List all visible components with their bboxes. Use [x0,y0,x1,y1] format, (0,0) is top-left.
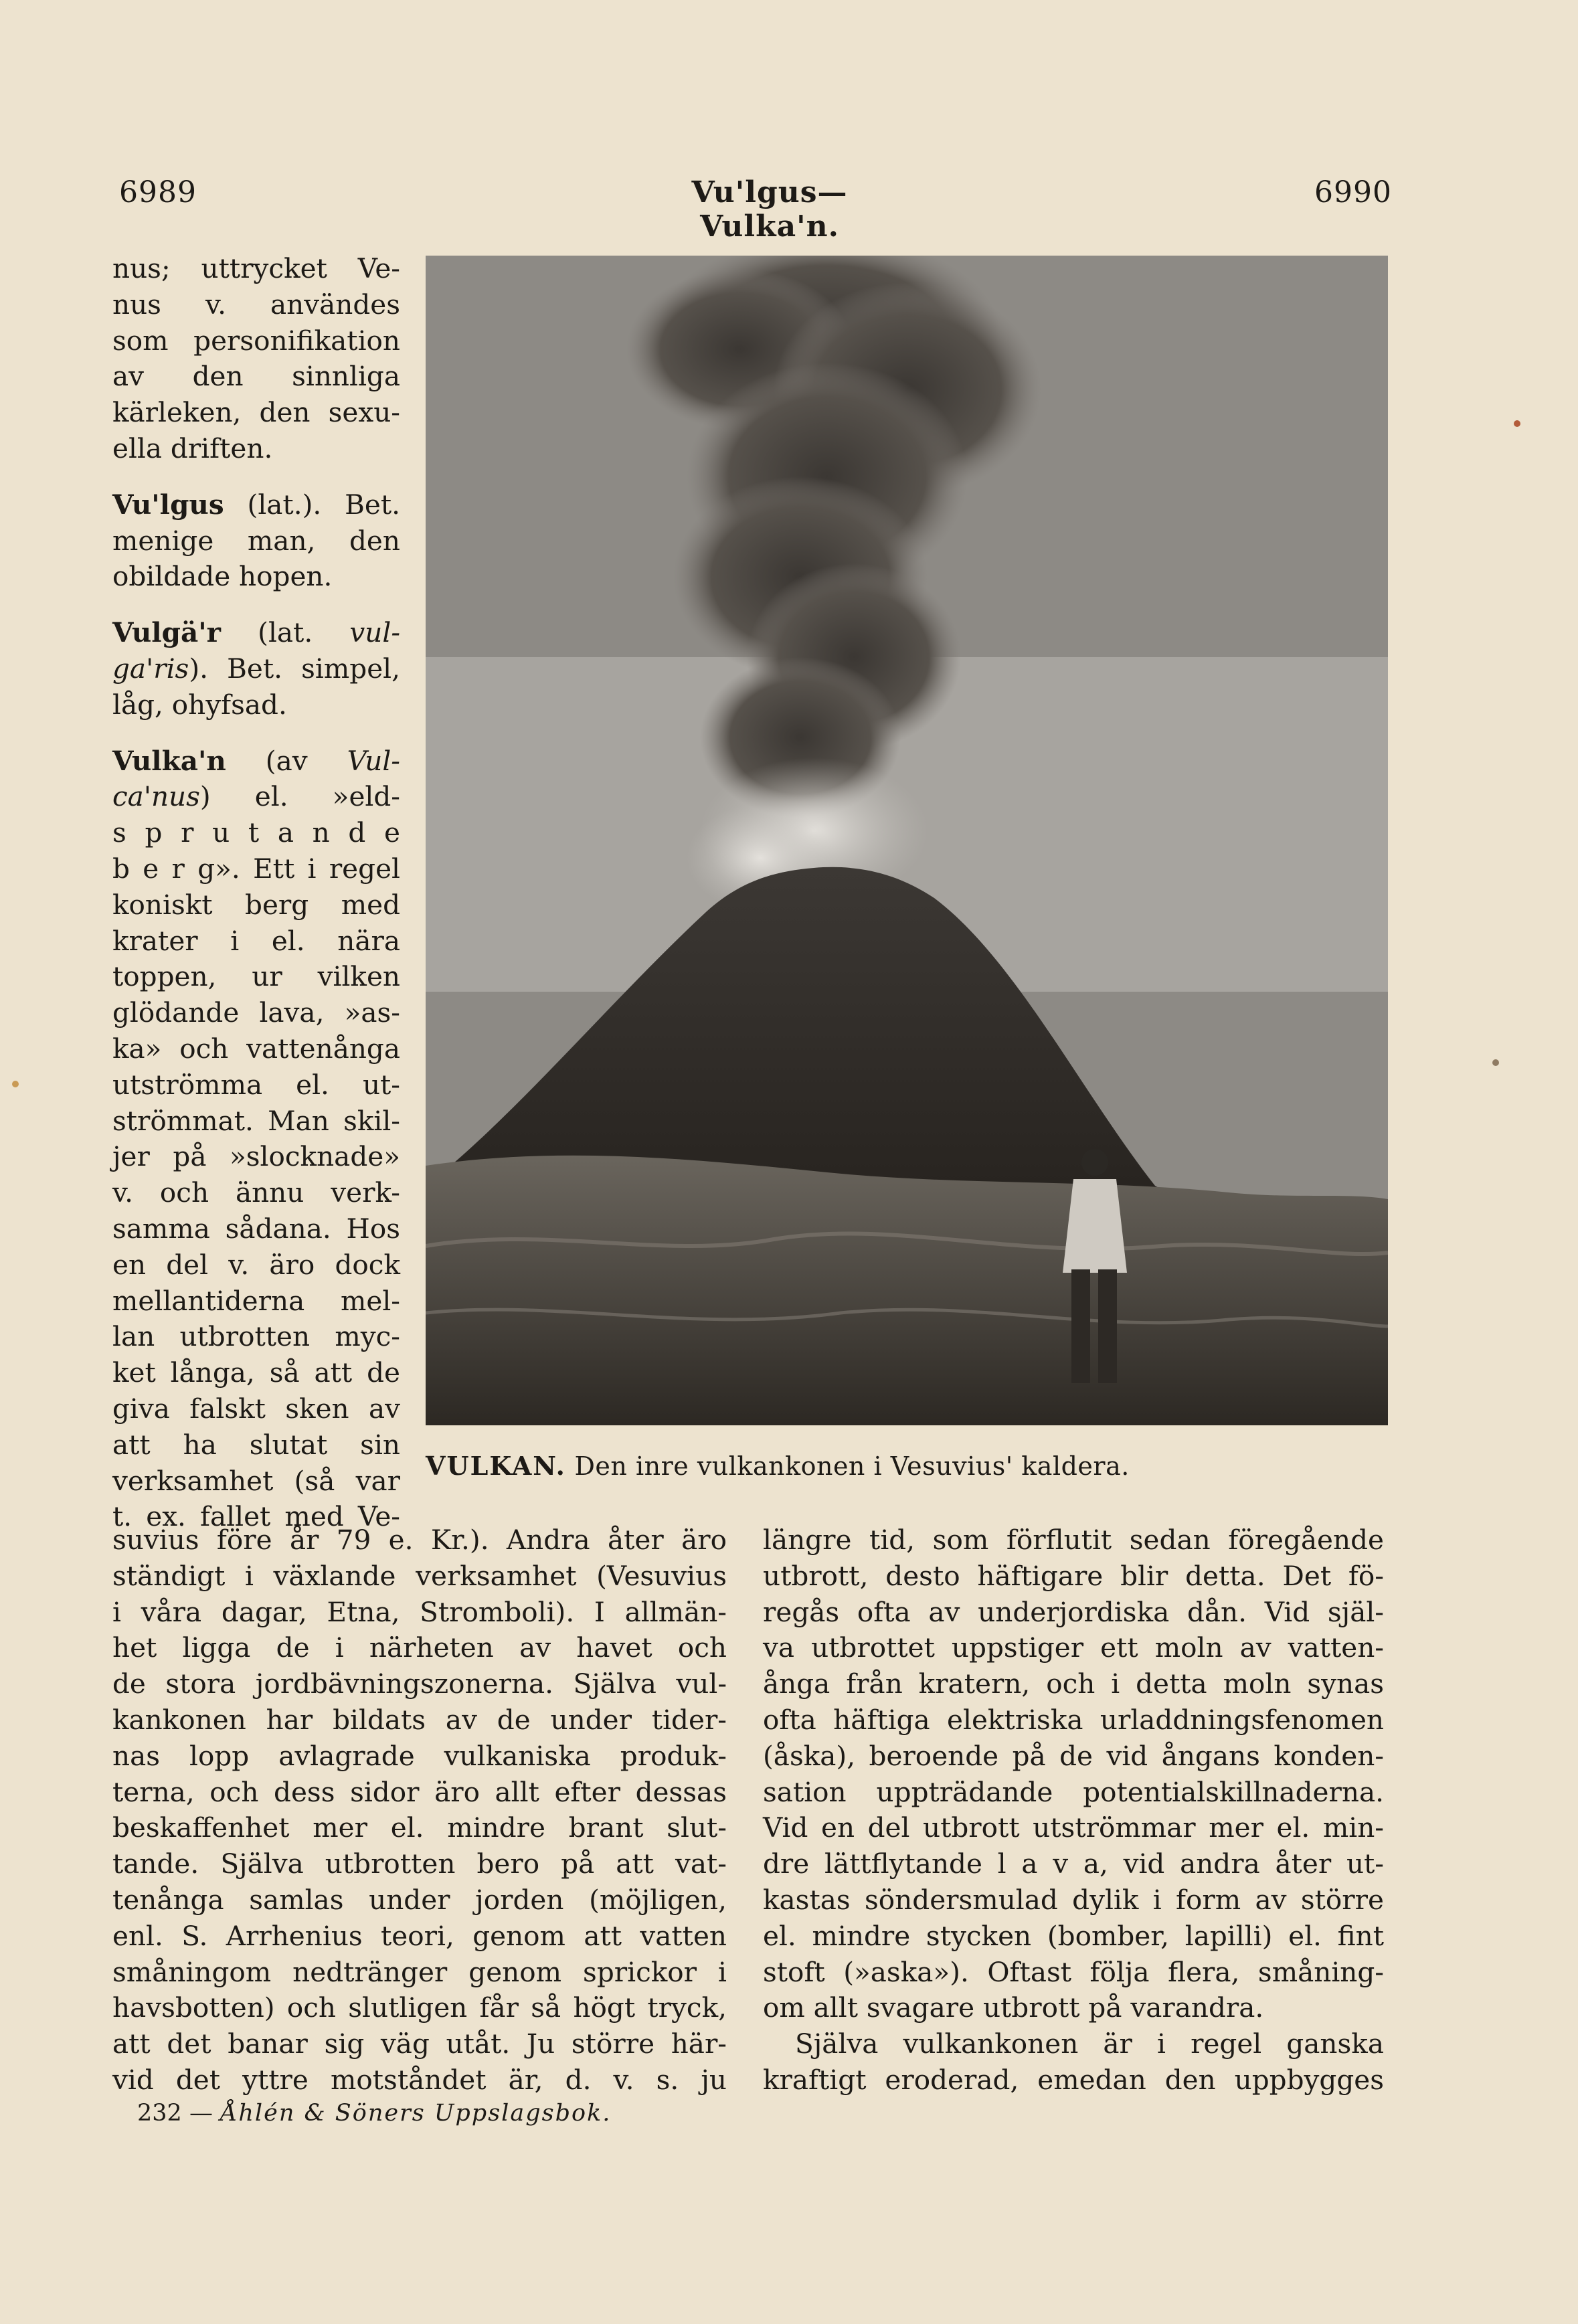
footer-page-number: 232 [137,2100,182,2127]
text-line: i våra dagar, Etna, Stromboli). I allmän- [112,1595,727,1628]
text-line: dre lättflytande l a v a, vid andra åter ut- [763,1848,1384,1880]
text-line: koniskt berg med [112,888,400,921]
left-text-column [112,1522,727,2098]
photo-caption [426,1451,1388,1481]
text-line: sation uppträdande potentialskillnaderna. [763,1775,1384,1808]
text-line: va utbrottet uppstiger ett moln av vatten- [763,1631,1384,1664]
text-line: att ha slutat sin [112,1428,400,1461]
running-head: Vu'lgus—Vulka'n. [691,175,848,244]
text-line: toppen, ur vilken [112,960,400,993]
volcano-illustration [426,256,1388,1425]
right-page-number: 6990 [1314,175,1392,209]
text-line: Vid en del utbrott utströmmar mer el. min- [763,1811,1384,1844]
text-line: om allt svagare utbrott på varandra. [763,1991,1264,2024]
text-line: de stora jordbävningszonerna. Själva vul- [112,1668,727,1700]
text-line: kraftigt eroderad, emedan den uppbygges [763,2063,1384,2096]
text-line: suvius före år 79 e. Kr.). Andra åter äro [112,1524,727,1556]
text-line: låg, ohyfsad. [112,688,287,721]
text-line: nus v. användes [112,288,400,321]
text-line: kastas söndersmulad dylik i form av större [763,1883,1384,1916]
footer-dash: — [189,2100,213,2127]
caption-lead: VULKAN. [426,1451,566,1481]
paper-blemish [12,1081,19,1087]
text-line: mellantiderna mel- [112,1284,400,1317]
text-line: strömmat. Man skil- [112,1104,400,1137]
text-line: samma sådana. Hos [112,1212,400,1245]
text-line: nus; uttrycket Ve- [112,252,400,284]
entry-vulkan: Vulka'n (av Vul- [112,744,400,777]
text-line: havsbotten) och slutligen får så högt tryck, [112,1991,727,2024]
text-line: tenånga samlas under jorden (möjligen, [112,1883,727,1916]
text-line: ka» och vattenånga [112,1032,400,1065]
text-line: beskaffenhet mer el. mindre brant slut- [112,1811,727,1844]
text-line: het ligga de i närheten av havet och [112,1631,727,1664]
text-line: regås ofta av underjordiska dån. Vid själ- [763,1595,1384,1628]
text-line: ständigt i växlande verksamhet (Vesuvius [112,1559,727,1592]
text-line: krater i el. nära [112,924,400,957]
paper-blemish [1514,420,1520,427]
text-line: av den sinnliga [112,360,400,393]
headword-vulgar: Vulgä'r [112,616,221,649]
right-text-column [763,1522,1384,2098]
text-line: att det banar sig väg utåt. Ju större här- [112,2028,727,2060]
entry-vulgar: Vulgä'r (lat. vul- [112,616,401,649]
text-line: ofta häftiga elektriska urladdningsfenomen [763,1703,1384,1736]
text-line: v. och ännu verk- [112,1176,400,1209]
text-line: lan utbrotten myc- [112,1320,400,1353]
text-line: giva falskt sken av [112,1392,400,1425]
text-line: ket långa, så att de [112,1356,400,1389]
text-line: som personifikation [112,324,400,357]
text-line: ella driften. [112,432,273,464]
text-line: en del v. äro dock [112,1248,400,1281]
entry-vulgus: Vu'lgus (lat.). Bet. [112,488,400,521]
left-page-number: 6989 [119,175,197,209]
text-line: kankonen har bildats av de under tider- [112,1703,727,1736]
text-line: utströmma el. ut- [112,1068,400,1101]
headword-vulgus: Vu'lgus [112,488,224,521]
text-line: glödande lava, »as- [112,996,400,1029]
text-line: b e r g». Ett i regel [112,852,400,885]
text-line: småningom nedtränger genom sprickor i [112,1955,727,1988]
narrow-text-column [112,251,400,1535]
text-line: vid det yttre motståndet är, d. v. s. ju [112,2063,727,2096]
text-line: obildade hopen. [112,560,333,593]
page-footer [137,2100,611,2127]
text-line: (åska), beroende på de vid ångans konden- [763,1739,1384,1772]
caption-text: Den inre vulkankonen i Vesuvius' kaldera. [574,1451,1130,1481]
text-line: ånga från kratern, och i detta moln synas [763,1668,1384,1700]
text-line: Själva vulkankonen är i regel ganska [795,2028,1384,2060]
text-line: utbrott, desto häftigare blir detta. Det fö- [763,1559,1384,1592]
text-line: jer på »slocknade» [112,1140,400,1173]
text-line: el. mindre stycken (bomber, lapilli) el. fint [763,1919,1384,1952]
text-line: längre tid, som förflutit sedan föregående [763,1524,1384,1556]
text-line: stoft (»aska»). Oftast följa flera, småning- [763,1955,1384,1988]
paper-blemish [1492,1059,1499,1066]
text-line: verksamhet (så var [112,1464,400,1497]
text-line: nas lopp avlagrade vulkaniska produk- [112,1739,727,1772]
headword-vulkan: Vulka'n [112,744,226,777]
text-line: ca'nus) el. »eld- [112,780,400,813]
text-line: s p r u t a n d e [112,816,400,849]
volcano-photograph [426,256,1388,1425]
text-line: tande. Själva utbrotten bero på att vat- [112,1848,727,1880]
text-line: kärleken, den sexu- [112,396,400,429]
footer-book-title: Åhlén & Söners Uppslagsbok. [220,2100,612,2127]
text-line: menige man, den [112,524,400,557]
text-line: terna, och dess sidor äro allt efter dessas [112,1775,727,1808]
text-line: ga'ris). Bet. simpel, [112,652,400,685]
text-line: t. ex. fallet med Ve- [112,1500,400,1533]
text-line: enl. S. Arrhenius teori, genom att vatten [112,1919,727,1952]
